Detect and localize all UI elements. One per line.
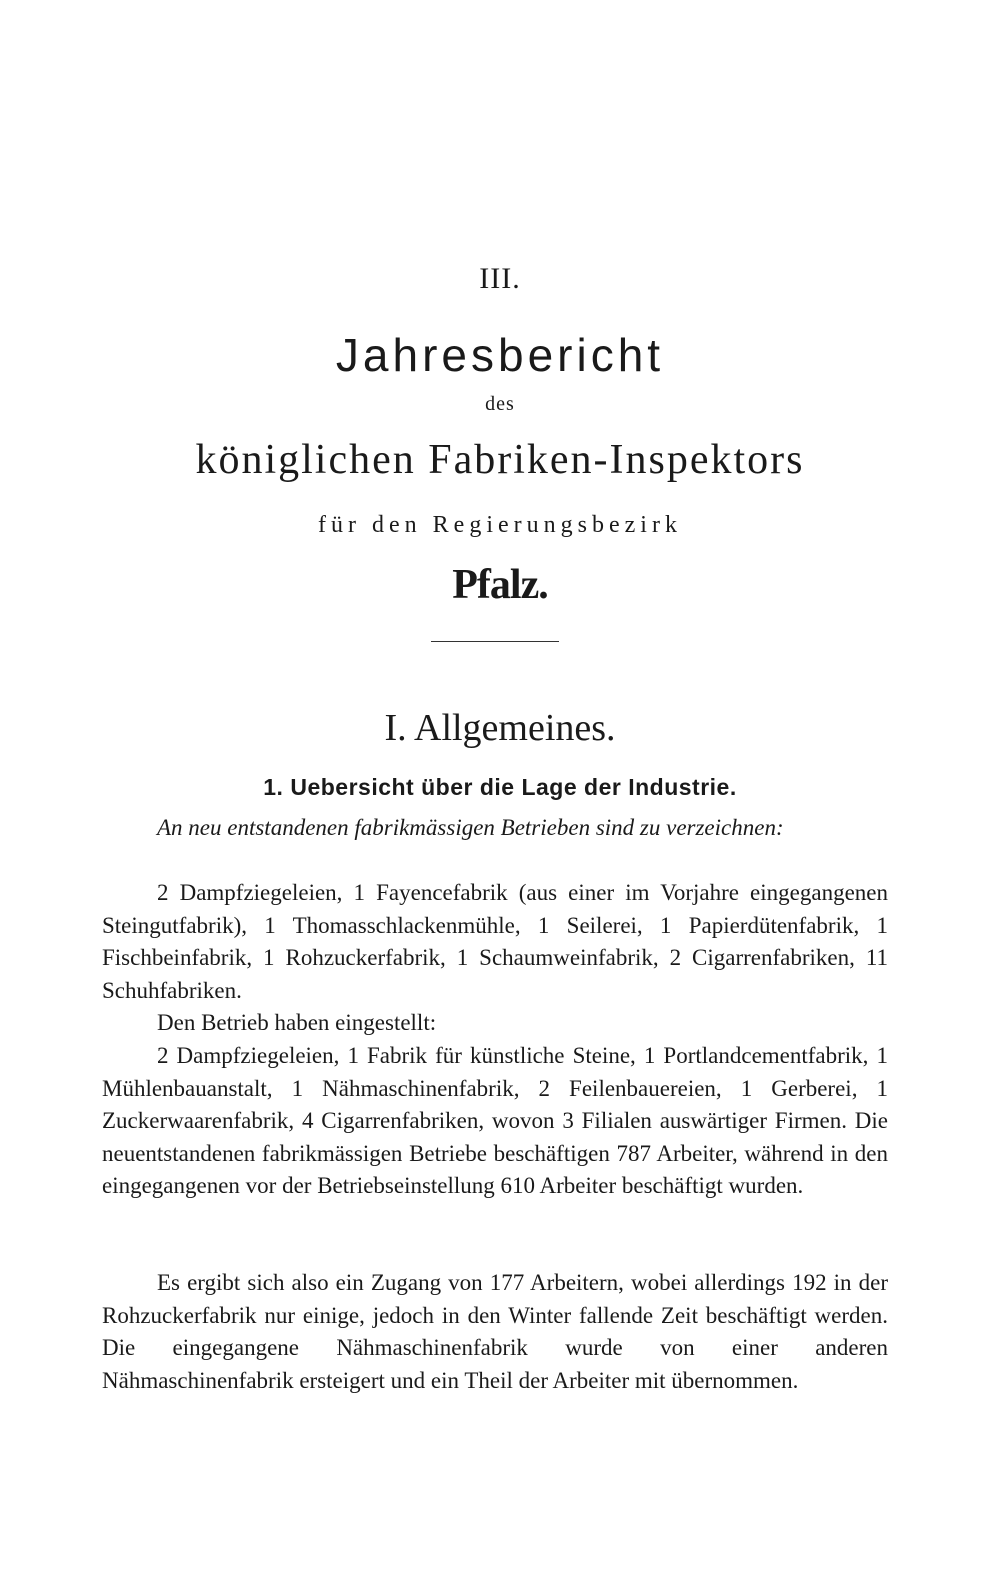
paragraph-closed-businesses-intro: Den Betrieb haben eingestellt: — [157, 1010, 437, 1035]
section-heading: I. Allgemeines. — [384, 707, 616, 749]
region-name: Pfalz. — [452, 562, 548, 608]
paragraph-new-businesses-list: 2 Dampfziegeleien, 1 Fayencefabrik (aus einer im Vorjahre eingegangenen Steingutfabrik), 1 Thomasschlackenmühle, 1 Seilerei, 1 Papierdütenfabrik, 1 Fischbeinfabrik, 1 Rohzuckerfabrik, 1 Schaumweinfabrik, 2 Cigarrenfabriken, 11 Schuhfabriken. — [102, 880, 888, 1003]
paragraph-workforce-change: Es ergibt sich also ein Zugang von 177 Arbeitern, wobei allerdings 192 in der Rohzuckerfabrik nur einige, jedoch in den Winter fallende Zeit beschäftigt werden. Die eingegangene Nähmaschinenfabrik wurde von einer anderen Nähmaschinenfabrik ersteigert und ein Theil der Arbeiter mit übernommen. — [102, 1270, 888, 1393]
paragraph-new-businesses-intro: An neu entstandenen fabrikmässigen Betrieben sind zu verzeichnen: — [157, 815, 784, 840]
inspector-title: königlichen Fabriken-Inspektors — [195, 437, 805, 483]
title-connector: des — [485, 393, 515, 415]
paragraph-closed-businesses-list: 2 Dampfziegeleien, 1 Fabrik für künstliche Steine, 1 Portlandcementfabrik, 1 Mühlenbauanstalt, 1 Nähmaschinenfabrik, 2 Feilenbauereien, 1 Gerberei, 1 Zuckerwaarenfabrik, 4 Cigarrenfabriken, wovon 3 Filialen auswärtiger Firmen. Die neuentstandenen fabrikmässigen Betriebe beschäftigen 787 Arbeiter, während in den eingegangenen vor der Betriebseinstellung 610 Arbeiter beschäftigt wurden. — [102, 1043, 888, 1198]
title-divider — [431, 641, 559, 642]
region-line: für den Regierungsbezirk — [318, 512, 682, 538]
report-title: Jahresbericht — [335, 329, 665, 381]
report-number: III. — [479, 262, 521, 295]
subsection-heading: 1. Uebersicht über die Lage der Industrie. — [263, 774, 737, 800]
